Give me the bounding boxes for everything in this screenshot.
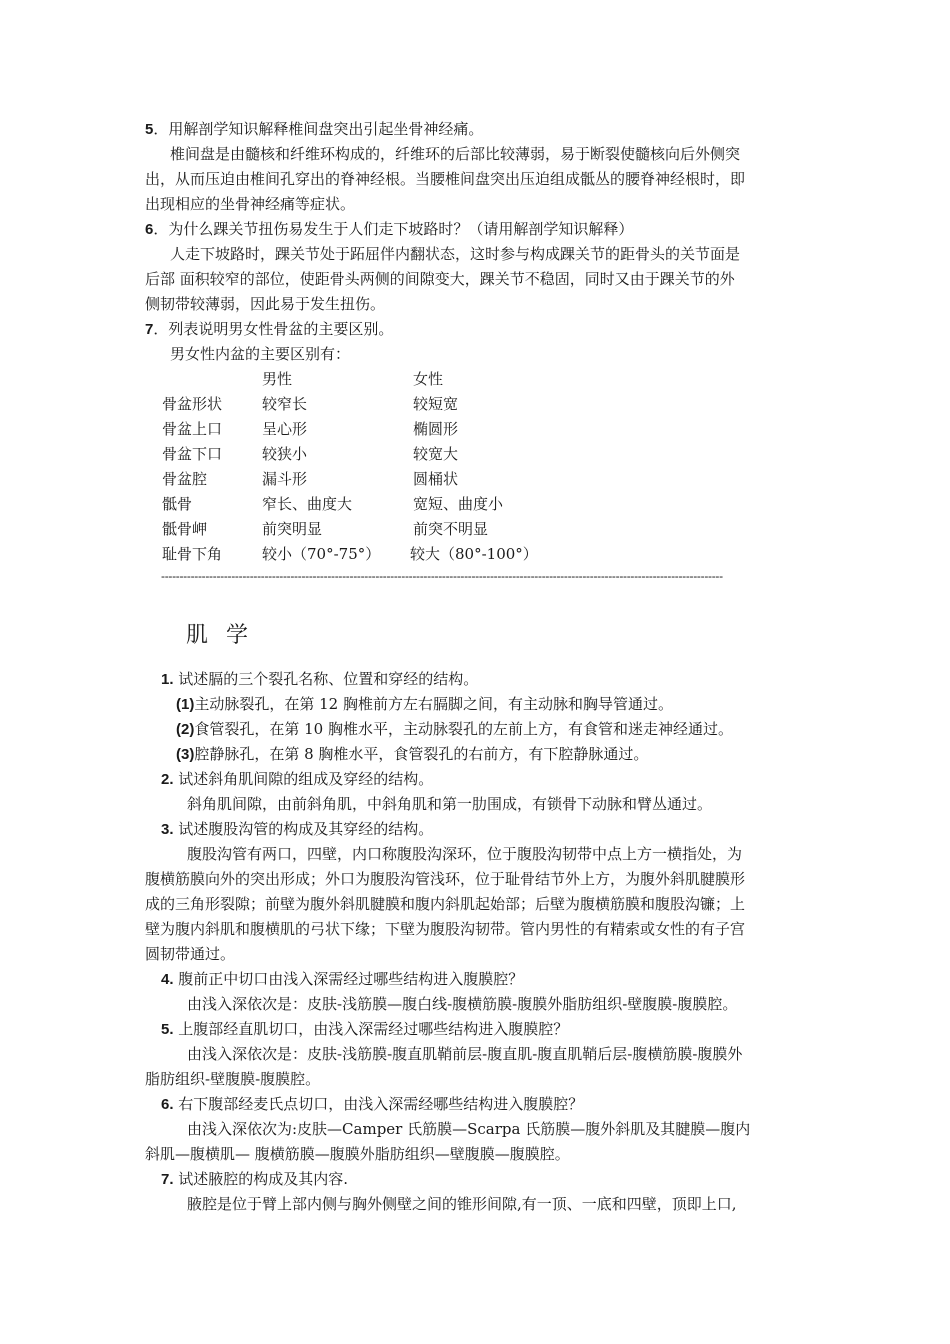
table-intro: 男女性内盆的主要区别有： — [170, 345, 351, 363]
answer-line: 侧韧带较薄弱，因此易于发生扭伤。 — [145, 295, 386, 313]
question-6 — [145, 219, 633, 240]
male-cell: 呈心形 — [262, 420, 308, 438]
answer-line: 椎间盘是由髓核和纤维环构成的，纤维环的后部比较薄弱，易于断裂使髓核向后外侧突 — [170, 145, 741, 163]
question-number: 4. — [161, 971, 174, 988]
item-text: 腔静脉孔，在第 8 胸椎水平，食管裂孔的右前方，有下腔静脉通过。 — [194, 745, 649, 763]
answer-line: 由浅入深依次是：皮肤-浅筋膜-腹直肌鞘前层-腹直肌-腹直肌鞘后层-腹横筋膜-腹膜外 — [187, 1045, 743, 1063]
row-label: 骶骨 — [162, 495, 193, 513]
male-cell: 窄长、曲度大 — [262, 495, 353, 513]
list-item — [176, 694, 673, 715]
list-item — [176, 744, 648, 765]
item-text: 主动脉裂孔，在第 12 胸椎前方左右膈脚之间，有主动脉和胸导管通过。 — [194, 695, 673, 713]
answer-line: 后部 面积较窄的部位，使距骨头两侧的间隙变大，踝关节不稳固，同时又由于踝关节的外 — [145, 270, 735, 288]
muscle-question-6 — [161, 1094, 583, 1115]
question-text: 上腹部经直肌切口，由浅入深需经过哪些结构进入腹膜腔？ — [178, 1020, 569, 1038]
muscle-question-4 — [161, 969, 523, 990]
row-label: 骨盆腔 — [162, 470, 208, 488]
answer-line: 圆韧带通过。 — [145, 945, 236, 963]
muscle-question-2 — [161, 769, 433, 790]
male-cell: 较小（70°-75°） — [262, 545, 381, 563]
female-cell: 较宽大 — [413, 445, 459, 463]
list-item — [176, 719, 733, 740]
question-text: 试述斜角肌间隙的组成及穿经的结构。 — [173, 770, 434, 788]
question-text: ．列表说明男女性骨盆的主要区别。 — [153, 320, 394, 338]
answer-line: 斜角肌间隙，由前斜角肌，中斜角肌和第一肋围成，有锁骨下动脉和臂丛通过。 — [187, 795, 713, 813]
answer-line: 成的三角形裂隙；前壁为腹外斜肌腱膜和腹内斜肌起始部；后壁为腹横筋膜和腹股沟镰；上 — [145, 895, 746, 913]
dashed-divider: -------------------------------------------------------------------------------------------------------------------------------------------------------- — [161, 569, 723, 583]
question-number: 2. — [161, 771, 174, 788]
column-header-male: 男性 — [262, 370, 293, 388]
female-cell: 圆桶状 — [413, 470, 459, 488]
question-number: 3. — [161, 821, 174, 838]
male-cell: 较狭小 — [262, 445, 308, 463]
answer-line: 人走下坡路时，踝关节处于跖屈伴内翻状态，这时参与构成踝关节的距骨头的关节面是 — [170, 245, 741, 263]
question-7 — [145, 319, 393, 340]
male-cell: 漏斗形 — [262, 470, 308, 488]
question-5 — [145, 119, 483, 140]
answer-line: 由浅入深依次是：皮肤-浅筋膜—腹白线-腹横筋膜-腹膜外脂肪组织-壁腹膜-腹膜腔。 — [187, 995, 738, 1013]
question-number: 7 — [145, 321, 154, 338]
muscle-question-1 — [161, 669, 478, 690]
row-label: 骨盆形状 — [162, 395, 223, 413]
item-number: (2) — [176, 721, 195, 738]
muscle-question-7 — [161, 1169, 348, 1190]
female-cell: 较短宽 — [413, 395, 459, 413]
item-number: (3) — [176, 746, 195, 763]
row-label: 骶骨岬 — [162, 520, 208, 538]
answer-line: 腹横筋膜向外的突出形成；外口为腹股沟管浅环，位于耻骨结节外上方，为腹外斜肌腱膜形 — [145, 870, 746, 888]
answer-line: 由浅入深依次为:皮肤—Camper 氏筋膜—Scarpa 氏筋膜—腹外斜肌及其腱膜—腹内 — [187, 1120, 751, 1138]
section-title: 肌学 — [186, 623, 267, 648]
row-label: 骨盆下口 — [162, 445, 223, 463]
question-number: 6. — [161, 1096, 174, 1113]
column-header-female: 女性 — [413, 370, 444, 388]
answer-line: 斜肌—腹横肌— 腹横筋膜—腹膜外脂肪组织—壁腹膜—腹膜腔。 — [145, 1145, 570, 1163]
answer-line: 腋腔是位于臂上部内侧与胸外侧壁之间的锥形间隙,有一顶、一底和四壁，顶即上口, — [187, 1195, 737, 1213]
answer-line: 腹股沟管有两口，四壁，内口称腹股沟深环，位于腹股沟韧带中点上方一横指处，为 — [187, 845, 743, 863]
question-text: 腹前正中切口由浅入深需经过哪些结构进入腹膜腔？ — [178, 970, 524, 988]
question-number: 7. — [161, 1171, 174, 1188]
female-cell: 前突不明显 — [413, 520, 489, 538]
muscle-question-5 — [161, 1019, 568, 1040]
question-text: 试述膈的三个裂孔名称、位置和穿经的结构。 — [178, 670, 479, 688]
answer-line: 出，从而压迫由椎间孔穿出的脊神经根。当腰椎间盘突出压迫组成骶丛的腰脊神经根时，即 — [145, 170, 746, 188]
question-number: 5 — [145, 121, 154, 138]
question-text: ．为什么踝关节扭伤易发生于人们走下坡路时？（请用解剖学知识解释） — [153, 220, 634, 238]
answer-line: 脂肪组织-壁腹膜-腹膜腔。 — [145, 1070, 321, 1088]
female-cell: 宽短、曲度小 — [413, 495, 504, 513]
answer-line: 壁为腹内斜肌和腹横肌的弓状下缘；下壁为腹股沟韧带。管内男性的有精索或女性的有子宫 — [145, 920, 746, 938]
row-label: 骨盆上口 — [162, 420, 223, 438]
question-number: 5. — [161, 1021, 174, 1038]
male-cell: 前突明显 — [262, 520, 323, 538]
item-text: 食管裂孔，在第 10 胸椎水平，主动脉裂孔的左前上方，有食管和迷走神经通过。 — [194, 720, 733, 738]
question-text: 试述腹股沟管的构成及其穿经的结构。 — [178, 820, 434, 838]
question-number: 6 — [145, 221, 154, 238]
answer-line: 出现相应的坐骨神经痛等症状。 — [145, 195, 356, 213]
row-label: 耻骨下角 — [162, 545, 223, 563]
question-text: ．用解剖学知识解释椎间盘突出引起坐骨神经痛。 — [153, 120, 484, 138]
question-text: 右下腹部经麦氏点切口，由浅入深需经哪些结构进入腹膜腔？ — [178, 1095, 584, 1113]
item-number: (1) — [176, 696, 195, 713]
question-text: 试述腋腔的构成及其内容. — [178, 1170, 349, 1188]
female-cell: 较大（80°-100°） — [410, 545, 538, 563]
question-number: 1. — [161, 671, 174, 688]
male-cell: 较窄长 — [262, 395, 308, 413]
female-cell: 椭圆形 — [413, 420, 459, 438]
muscle-question-3 — [161, 819, 433, 840]
